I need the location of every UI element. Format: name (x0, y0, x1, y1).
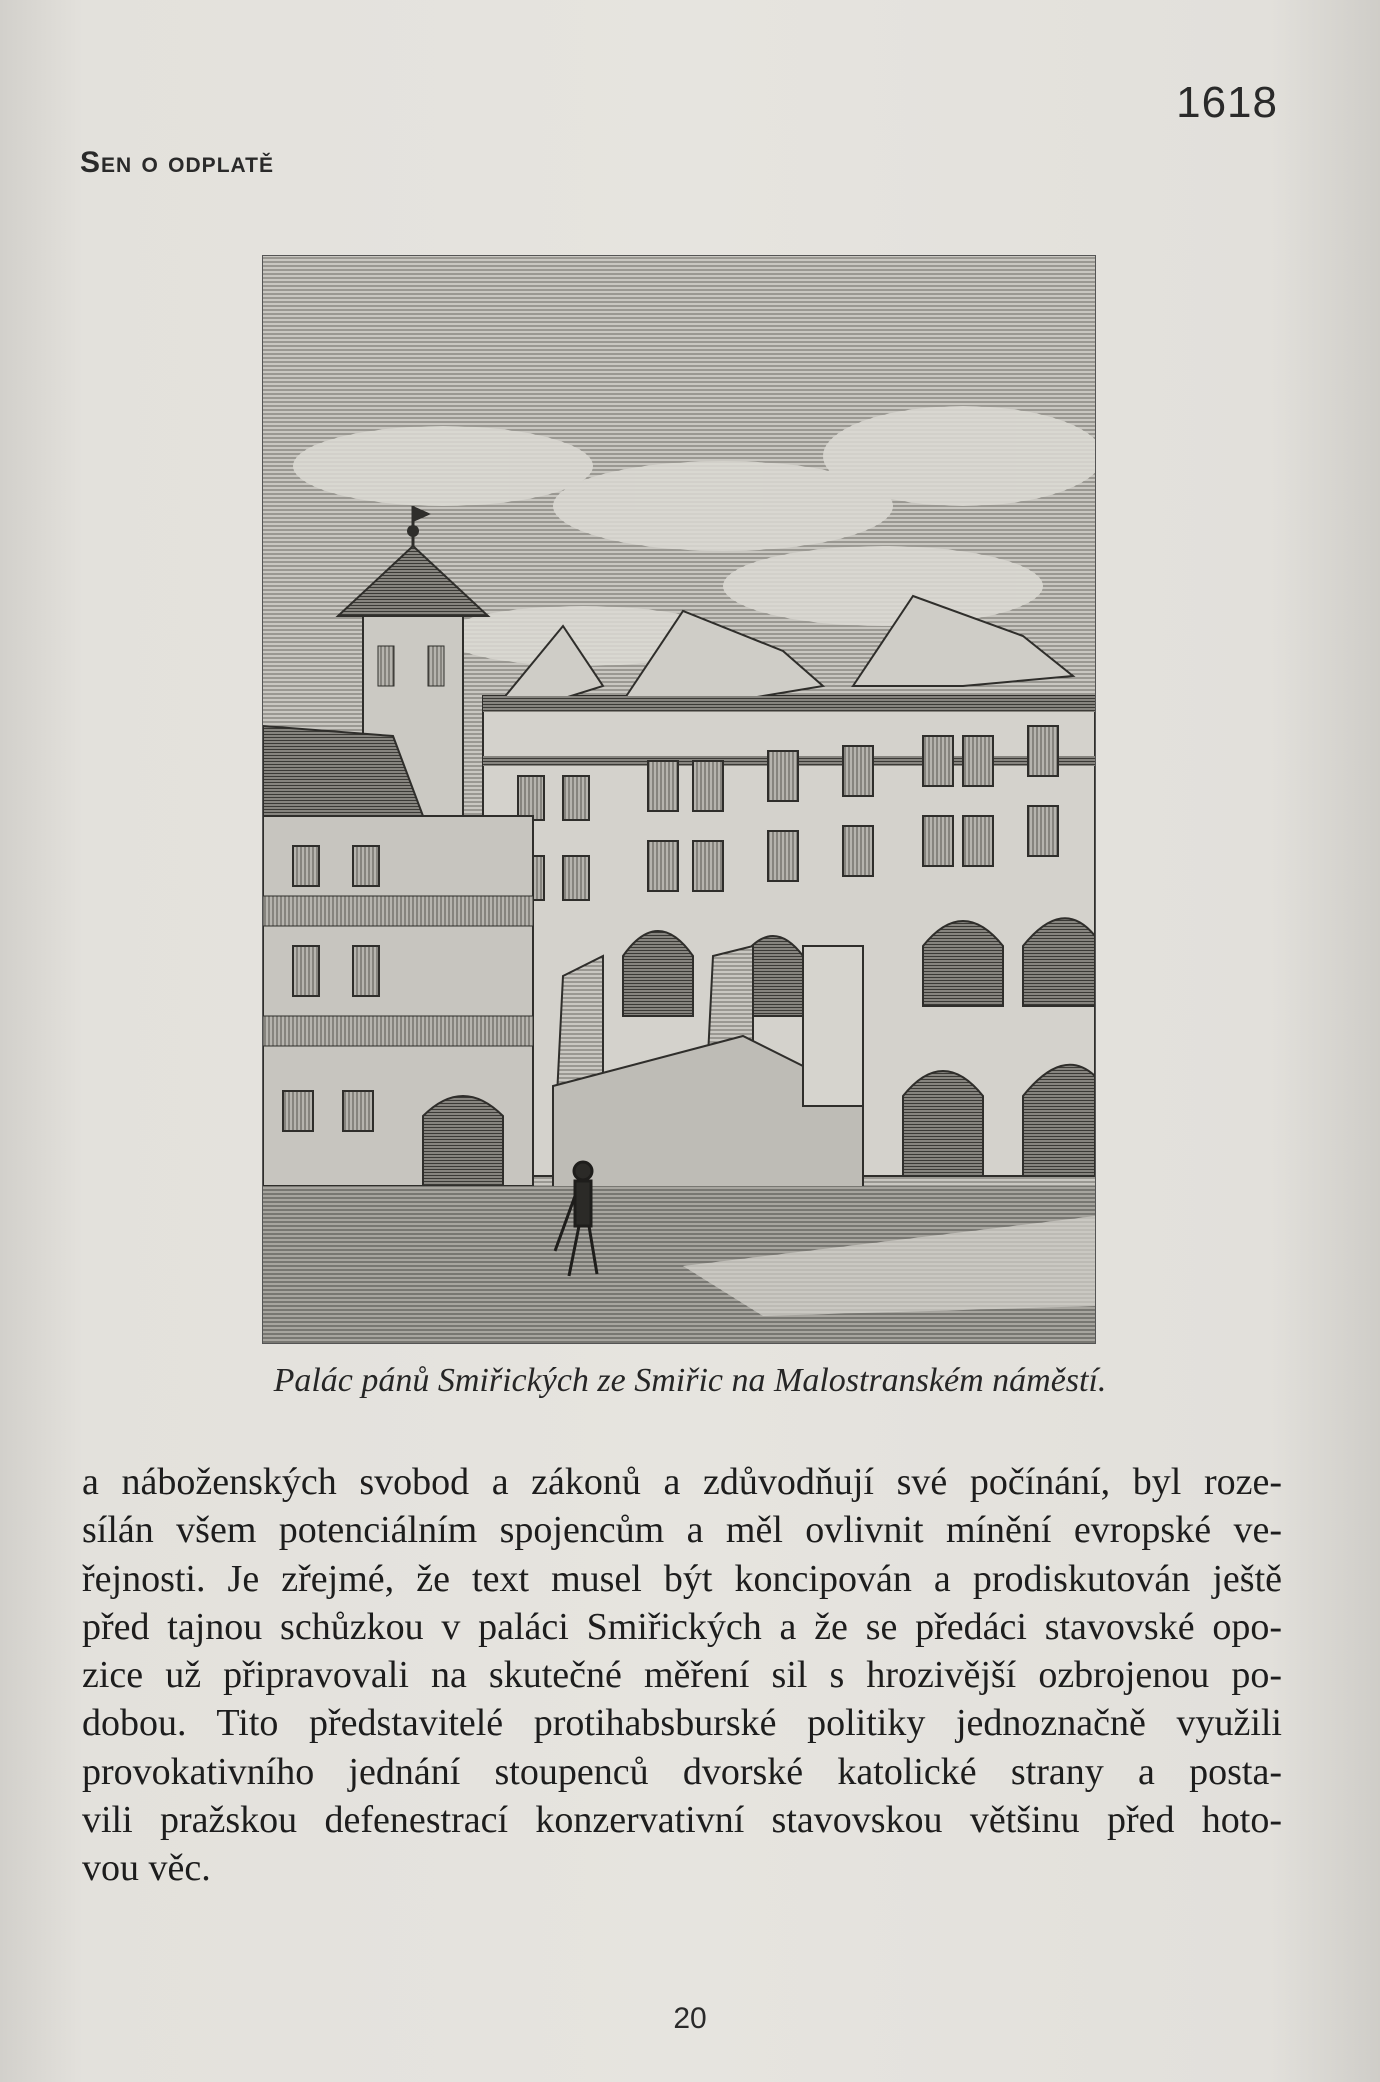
palace-engraving (263, 256, 1095, 1343)
text-line: řejnosti. Je zřejmé, že text musel být koncipován a prodiskutován ještě (82, 1557, 1282, 1600)
running-head: Sen o odplatě (80, 146, 274, 179)
page-number: 20 (673, 2002, 707, 2035)
text-line: zice už připravovali na skutečné měření sil s hrozivější ozbrojenou po- (82, 1654, 1282, 1697)
text-line: provokativního jednání stoupenců dvorské katolické strany a posta- (82, 1750, 1282, 1793)
chapter-year: 1618 (1176, 78, 1278, 127)
text-line: sílán všem potenciálním spojencům a měl ovlivnit mínění evropské ve- (82, 1509, 1282, 1552)
figure-caption: Palác pánů Smiřických ze Smiřic na Malostranském náměstí. (273, 1362, 1107, 1399)
text-line: dobou. Tito představitelé protihabsburské politiky jednoznačně využili (82, 1702, 1282, 1745)
text-line: vou věc. (82, 1847, 211, 1890)
text-line: vili pražskou defenestrací konzervativní stavovskou většinu před hoto- (82, 1799, 1282, 1842)
text-line: a náboženských svobod a zákonů a zdůvodňují své počínání, byl roze- (82, 1461, 1282, 1503)
engraving-illustration (262, 255, 1096, 1344)
body-paragraph (82, 1458, 1282, 1893)
text-line: před tajnou schůzkou v paláci Smiřických a že se předáci stavovské opo- (82, 1605, 1282, 1648)
